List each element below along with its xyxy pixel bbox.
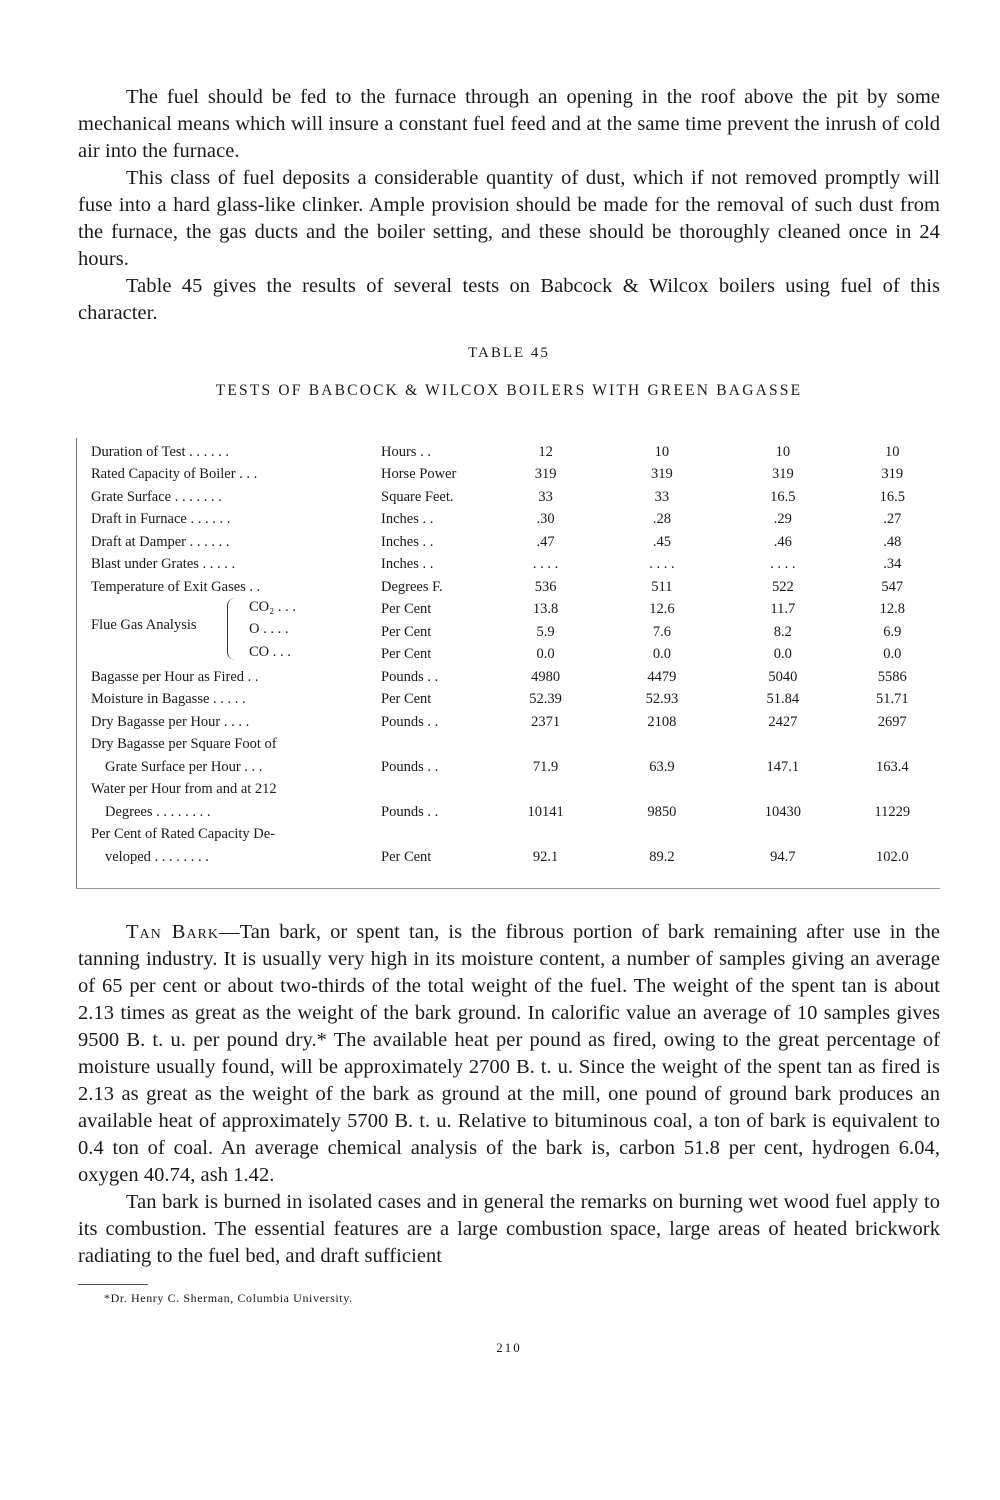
row-label: Moisture in Bagasse . . . . . xyxy=(91,691,246,707)
footnote-rule xyxy=(78,1284,148,1285)
row-unit: Per Cent xyxy=(381,623,432,640)
table-row xyxy=(77,461,941,484)
table-row xyxy=(77,551,941,574)
row-label-line1: Water per Hour from and at 212 xyxy=(91,781,277,797)
cell-value: . . . . xyxy=(532,556,559,572)
row-unit: Pounds . . xyxy=(381,668,439,685)
cell-value: 94.7 xyxy=(770,848,796,865)
paragraph-tan-bark-burning: Tan bark is burned in isolated cases and in general the remarks on burning wet wood fuel apply to its combustion. The essential features are a large combustion space, large areas of heated brickwork radiating to the fuel bed, and draft sufficient xyxy=(78,1191,940,1267)
cell-value: 6.9 xyxy=(883,623,902,640)
cell-value: 52.39 xyxy=(529,691,562,707)
tan-bark-text: Tan bark, or spent tan, is the fibrous portion of bark remaining after use in the tanning industry. It is usually very high in its moisture content, a number of samples giving an average of 65 per cent or about two-thirds of the total weight of the fuel. The weight of the spent tan is about 2.13 times as great as the weight of the bark ground. In calorific value an average of 10 samples gives 9500 B. t. u. per pound dry.* The available heat per pound as fired, owing to the great percentage of moisture usually found, will be approximately 2700 B. t. u. Since the weight of the spent tan as fired is 2.13 as great as the weight of the bark as ground at the mill, one pound of ground bark produces an available heat of approximately 5700 B. t. u. Relative to bituminous coal, a ton of bark is equivalent to 0.4 ton of coal. An average chemical analysis of the bark is, carbon 51.8 per cent, hydrogen 6.04, oxygen 40.74, ash 1.42. xyxy=(78,921,941,1186)
cell-value: 33 xyxy=(538,488,553,505)
row-label: Temperature of Exit Gases . . xyxy=(91,578,261,595)
cell-value: 5.9 xyxy=(536,623,555,640)
table-row xyxy=(77,843,941,866)
flue-gas-label-cell xyxy=(77,596,382,664)
cell-value: 10430 xyxy=(764,803,801,820)
cell-value: 71.9 xyxy=(532,758,559,775)
footnote: *Dr. Henry C. Sherman, Columbia University. xyxy=(104,1291,353,1305)
cell-value: 0.0 xyxy=(773,646,792,662)
cell-value: 0.0 xyxy=(883,646,902,662)
row-unit: Square Feet. xyxy=(381,488,454,505)
cell-value: .34 xyxy=(883,556,902,572)
cell-value: 102.0 xyxy=(875,848,909,865)
cell-value: 163.4 xyxy=(875,758,909,775)
cell-value: 9850 xyxy=(647,803,677,820)
row-unit: Inches . . xyxy=(381,556,434,572)
cell-value: 4980 xyxy=(531,668,561,685)
table-spacer-cell xyxy=(77,866,941,889)
row-unit: Horse Power xyxy=(381,466,457,482)
cell-value: 51.84 xyxy=(766,691,800,707)
row-unit: Pounds . . xyxy=(381,758,439,775)
row-label-line2: Degrees . . . . . . . . xyxy=(105,803,211,820)
cell-value: 16.5 xyxy=(879,488,905,505)
row-label-line2: veloped . . . . . . . . xyxy=(105,848,209,865)
row-unit: Pounds . . xyxy=(381,713,439,730)
cell-value: 8.2 xyxy=(773,623,792,640)
row-label: Draft at Damper . . . . . . xyxy=(91,533,230,550)
cell-value: 92.1 xyxy=(532,848,559,865)
paragraph-dust: This class of fuel deposits a considerable quantity of dust, which if not removed promptly will fuse into a hard glass-like clinker. Ample provision should be made for the removal of such dust from the furnace, the gas ducts and the boiler setting, and these should be thoroughly cleaned once in 24 hours. xyxy=(78,167,940,270)
row-label-line2: Grate Surface per Hour . . . xyxy=(105,758,263,775)
cell-value: 16.5 xyxy=(770,488,796,505)
page-number: 210 xyxy=(496,1340,522,1355)
cell-value: .45 xyxy=(652,533,671,550)
cell-value: . . . . xyxy=(649,556,675,572)
table-row xyxy=(77,798,941,821)
cell-value: 63.9 xyxy=(649,758,675,775)
row-label: Rated Capacity of Boiler . . . xyxy=(91,466,258,482)
cell-value: 2427 xyxy=(768,713,798,730)
row-label: Duration of Test . . . . . . xyxy=(91,443,230,460)
cell-value: 89.2 xyxy=(649,848,675,865)
cell-value: 2697 xyxy=(877,713,907,730)
cell-value: 5586 xyxy=(877,668,907,685)
flue-sub-label: CO₂ . . . xyxy=(249,598,296,615)
paragraph-tan-bark xyxy=(78,919,940,1189)
cell-value: 11.7 xyxy=(770,601,796,617)
cell-value: 0.0 xyxy=(652,646,671,662)
cell-value: .46 xyxy=(773,533,792,550)
cell-value: 13.8 xyxy=(532,601,559,617)
table-row xyxy=(77,708,941,731)
cell-value: 0.0 xyxy=(536,646,555,662)
row-label: Draft in Furnace . . . . . . xyxy=(91,511,231,527)
row-unit: Per Cent xyxy=(381,848,432,865)
row-label: Blast under Grates . . . . . xyxy=(91,556,236,572)
flue-gas-label: Flue Gas Analysis xyxy=(91,616,197,633)
table-title: TESTS OF BABCOCK & WILCOX BOILERS WITH GREEN BAGASSE xyxy=(215,382,803,399)
cell-value: 52.93 xyxy=(645,691,679,707)
table-row xyxy=(77,573,941,596)
row-unit: Pounds . . xyxy=(381,803,439,820)
cell-value: .30 xyxy=(536,511,555,527)
cell-value: 10 xyxy=(654,443,670,460)
run-in-heading: Tan Bark xyxy=(126,921,220,943)
row-unit: Per Cent xyxy=(381,646,432,662)
cell-value: 10 xyxy=(775,443,791,460)
table-row-label-line xyxy=(77,821,941,844)
cell-value: 319 xyxy=(771,466,794,482)
flue-sub-label: O . . . . xyxy=(249,620,289,637)
row-unit: Per Cent xyxy=(381,601,432,617)
table-row xyxy=(77,438,941,461)
table-row-label-line xyxy=(77,776,941,799)
row-label-line1: Per Cent of Rated Capacity De- xyxy=(91,826,276,842)
table-row xyxy=(77,483,941,506)
table-row xyxy=(77,686,941,709)
cell-value: .48 xyxy=(883,533,902,550)
cell-value: 536 xyxy=(534,578,557,595)
table-row xyxy=(77,506,941,529)
row-label: Grate Surface . . . . . . . xyxy=(91,488,222,505)
table-row-label-line xyxy=(77,731,941,754)
cell-value: 10141 xyxy=(527,803,564,820)
tests-table xyxy=(76,438,940,889)
row-unit: Degrees F. xyxy=(381,578,443,595)
row-unit: Hours . . xyxy=(381,443,431,460)
cell-value: .28 xyxy=(652,511,671,527)
cell-value: 2371 xyxy=(531,713,561,730)
row-unit: Inches . . xyxy=(381,533,434,550)
table-row xyxy=(77,753,941,776)
em-dash: — xyxy=(219,921,240,943)
cell-value: 4479 xyxy=(647,668,677,685)
cell-value: 319 xyxy=(534,466,557,482)
row-label-line1: Dry Bagasse per Square Foot of xyxy=(91,736,277,752)
cell-value: 522 xyxy=(771,578,794,595)
cell-value: 11229 xyxy=(874,803,911,820)
cell-value: 511 xyxy=(651,578,673,595)
cell-value: 547 xyxy=(881,578,904,595)
cell-value: 7.6 xyxy=(652,623,671,640)
cell-value: 319 xyxy=(881,466,904,482)
table-row xyxy=(77,528,941,551)
flue-sub-label: CO . . . xyxy=(249,643,291,660)
row-unit: Per Cent xyxy=(381,691,432,707)
cell-value: . . . . xyxy=(770,556,796,572)
cell-value: 147.1 xyxy=(766,758,800,775)
cell-value: 33 xyxy=(654,488,670,505)
row-label: Bagasse per Hour as Fired . . xyxy=(91,668,259,685)
brace-mark xyxy=(227,598,238,660)
table-number: TABLE 45 xyxy=(468,345,550,361)
page xyxy=(78,84,940,1356)
cell-value: .47 xyxy=(536,533,555,550)
cell-value: .29 xyxy=(773,511,792,527)
paragraph-table-intro: Table 45 gives the results of several tests on Babcock & Wilcox boilers using fuel of this character. xyxy=(78,275,940,324)
cell-value: .27 xyxy=(883,511,902,527)
cell-value: 319 xyxy=(651,466,673,482)
cell-value: 12.6 xyxy=(649,601,675,617)
cell-value: 12.8 xyxy=(879,601,905,617)
cell-value: 2108 xyxy=(647,713,677,730)
table-row-flue-co2 xyxy=(77,596,941,619)
cell-value: 51.71 xyxy=(875,691,909,707)
cell-value: 10 xyxy=(885,443,900,460)
cell-value: 5040 xyxy=(768,668,798,685)
row-label: Dry Bagasse per Hour . . . . xyxy=(91,713,250,730)
row-unit: Inches . . xyxy=(381,511,434,527)
paragraph-fuel-feed: The fuel should be fed to the furnace through an opening in the roof above the pit by some mechanical means which will insure a constant fuel feed and at the same time prevent the inrush of cold air into the furnace. xyxy=(78,86,940,162)
table-row xyxy=(77,663,941,686)
table-bottom-spacer xyxy=(77,866,941,889)
cell-value: 12 xyxy=(538,443,553,460)
